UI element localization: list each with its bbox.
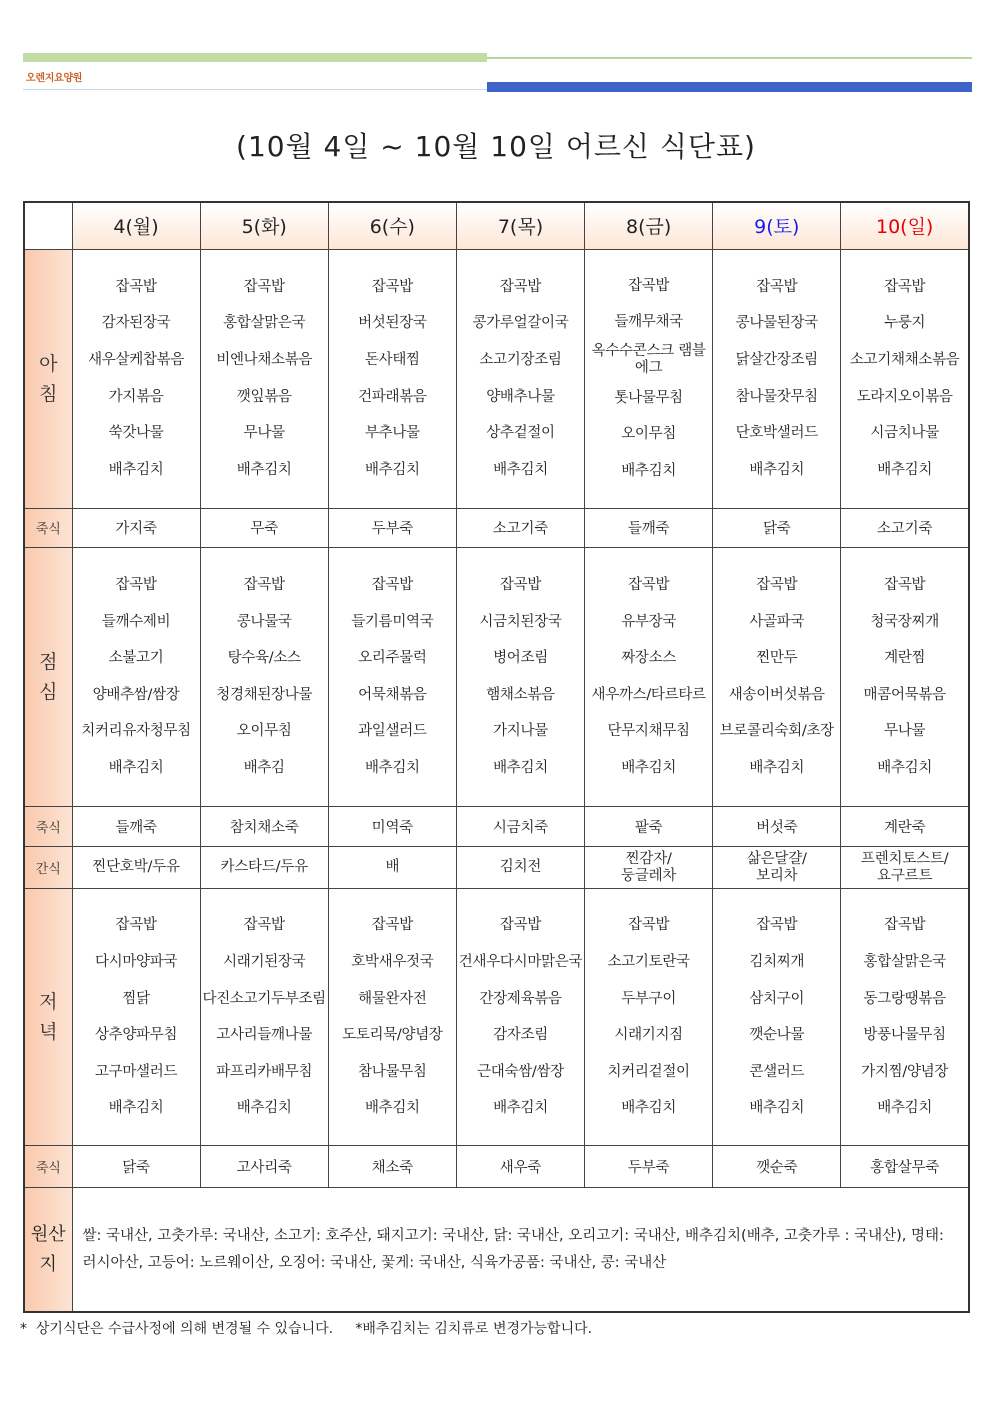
- day-header: [200, 202, 328, 249]
- menu-item: 건새우다시마맑은국: [458, 953, 583, 970]
- breakfast-porridge-row-cell: 두부죽: [328, 508, 456, 547]
- menu-item: 건파래볶음: [358, 388, 427, 405]
- menu-item: 도토리묵/양념장: [342, 1027, 443, 1044]
- menu-item: 호박새우젓국: [351, 953, 434, 970]
- origin-label: [24, 1188, 72, 1312]
- menu-item: 양배추나물: [486, 388, 555, 405]
- menu-item: 잡곡밥: [499, 917, 542, 934]
- lunch-row: [24, 547, 969, 806]
- day-label: 5(화): [241, 216, 287, 239]
- origin-text: 쌀: 국내산, 고춧가루: 국내산, 소고기: 호주산, 돼지고기: 국내산, 닭: 국내산, 오리고기: 국내산, 배추김치(배추, 고춧가루 : 국내산), 명태: 러시아산, 고등어: 노르웨이산, 오징어: 국내산, 꽃게: 국내산, 식육가공품: 국내산, 콩: 국내산: [72, 1188, 969, 1312]
- snack-row-cell: 삶은달걀/ 보리차: [713, 847, 841, 889]
- menu-item: 배추김치: [877, 461, 933, 478]
- breakfast-porridge-row-cell: 가지죽: [72, 508, 200, 547]
- menu-item: 상추양파무침: [94, 1027, 178, 1044]
- menu-item: 다진소고기두부조림: [202, 990, 326, 1007]
- dinner-porridge-row: [24, 1146, 969, 1188]
- org-name: 오렌지요양원: [26, 73, 83, 84]
- day-label: 9(토): [754, 216, 800, 239]
- lunch-porridge-row-label: 죽식: [24, 807, 72, 847]
- menu-table: [23, 201, 970, 1313]
- dinner-porridge-row-cell: 고사리죽: [200, 1146, 328, 1188]
- day-header: [713, 202, 841, 249]
- day-header: [585, 202, 713, 249]
- meal-label-char: 산: [48, 1223, 66, 1245]
- day-header-row: [24, 202, 969, 249]
- page-title: (10월 4일 ~ 10월 10일 어르신 식단표): [236, 130, 756, 163]
- breakfast-porridge-row-cell: 소고기죽: [456, 508, 584, 547]
- snack-row-cell: 김치전: [456, 847, 584, 889]
- meal-label-char: 지: [39, 1253, 57, 1275]
- menu-item: 잡곡밥: [243, 577, 285, 594]
- snack-row: [24, 847, 969, 889]
- menu-cell: [72, 547, 200, 806]
- menu-item: 배추김치: [877, 1100, 933, 1117]
- menu-item: 비엔나채소볶음: [216, 352, 313, 369]
- menu-item: 고구마샐러드: [94, 1063, 178, 1080]
- snack-row-label: 간식: [24, 847, 72, 889]
- snack-row-cell: 찐단호박/두유: [72, 847, 200, 889]
- dinner-porridge-row-cell: 새우죽: [456, 1146, 584, 1188]
- menu-item: 잡곡밥: [756, 278, 798, 295]
- header-decor-green-bar: [23, 53, 487, 62]
- snack-row-cell: 배: [328, 847, 456, 889]
- header-decor-thin-line: [23, 89, 487, 90]
- menu-item: 새우까스/타르타르: [591, 686, 706, 703]
- menu-item: 가지나물: [493, 723, 548, 740]
- menu-item: 치커리겉절이: [607, 1063, 690, 1080]
- day-label: 7(목): [497, 216, 544, 239]
- dinner-row: [24, 889, 969, 1146]
- dinner-porridge-row-cell: 두부죽: [585, 1146, 713, 1188]
- breakfast-porridge-row-cell: 무죽: [200, 508, 328, 547]
- menu-item: 버섯된장국: [358, 315, 427, 332]
- breakfast-row: [24, 249, 969, 508]
- menu-item: 청국장찌개: [870, 613, 939, 630]
- menu-item: 햄채소볶음: [486, 686, 555, 703]
- menu-item: 탕수육/소스: [227, 650, 301, 667]
- menu-cell: [328, 249, 456, 508]
- menu-item: 배추김치: [877, 760, 933, 777]
- menu-item: 유부장국: [621, 613, 677, 630]
- menu-item: 배추김치: [621, 462, 677, 479]
- menu-item: 사골파국: [749, 613, 805, 630]
- menu-item: 새송이버섯볶음: [728, 686, 825, 703]
- lunch-porridge-row-cell: 시금치죽: [456, 807, 584, 847]
- menu-item: 감자조림: [493, 1027, 548, 1044]
- menu-cell: [585, 249, 713, 508]
- menu-item: 콩나물된장국: [735, 315, 818, 332]
- breakfast-porridge-row-cell: 소고기죽: [841, 508, 969, 547]
- dinner-porridge-row-cell: 깻순죽: [713, 1146, 841, 1188]
- breakfast-porridge-row-label: 죽식: [24, 508, 72, 547]
- menu-item: 방풍나물무침: [863, 1027, 946, 1044]
- menu-item: 배추김치: [236, 461, 292, 478]
- lunch-porridge-row-cell: 계란죽: [841, 807, 969, 847]
- menu-item: 쑥갓나물: [108, 425, 164, 442]
- origin-row: [24, 1188, 969, 1312]
- menu-item: 시금치된장국: [479, 613, 562, 630]
- menu-item: 잡곡밥: [884, 278, 926, 295]
- meal-label-char: 점: [39, 650, 58, 673]
- menu-item: 잡곡밥: [499, 577, 542, 594]
- meal-label-char: 원: [30, 1223, 49, 1245]
- menu-item: 가지찜/양념장: [861, 1063, 949, 1080]
- menu-item: 배추김치: [364, 461, 420, 478]
- menu-item: 배추김치: [493, 1100, 548, 1117]
- menu-item: 콘샐러드: [749, 1063, 805, 1080]
- day-header: [72, 202, 200, 249]
- menu-item: 계란찜: [884, 650, 926, 667]
- menu-item: 짜장소스: [621, 650, 677, 667]
- menu-cell: [456, 547, 584, 806]
- menu-item: 오리주물럭: [358, 650, 427, 667]
- snack-row-cell: 카스타드/두유: [200, 847, 328, 889]
- menu-item: 깻잎볶음: [236, 388, 292, 405]
- lunch-porridge-row-cell: 들깨죽: [72, 807, 200, 847]
- breakfast-porridge-row: [24, 508, 969, 547]
- menu-item: 잡곡밥: [628, 277, 670, 294]
- menu-item: 무나물: [884, 723, 926, 740]
- menu-item: 옥수수콘스크 램블에그: [591, 343, 706, 377]
- meal-label-char: 아: [39, 352, 58, 375]
- menu-cell: [585, 889, 713, 1146]
- menu-item: 배추김치: [108, 760, 164, 777]
- menu-item: 들기름미역국: [351, 613, 434, 630]
- header-decor-blue-bar: [487, 82, 972, 92]
- menu-item: 소불고기: [108, 650, 164, 667]
- menu-item: 찜닭: [122, 990, 150, 1007]
- menu-item: 청경채된장나물: [216, 686, 313, 703]
- menu-item: 동그랑땡볶음: [863, 990, 946, 1007]
- menu-item: 감자된장국: [101, 315, 171, 332]
- menu-item: 근대숙쌈/쌈장: [477, 1063, 564, 1080]
- menu-item: 깻순나물: [749, 1027, 805, 1044]
- menu-item: 잡곡밥: [243, 917, 285, 934]
- menu-item: 매콤어묵볶음: [863, 686, 946, 703]
- menu-item: 잡곡밥: [499, 278, 542, 295]
- breakfast-porridge-row-cell: 닭죽: [713, 508, 841, 547]
- menu-item: 배추김치: [364, 760, 420, 777]
- day-header: [456, 202, 584, 249]
- header-decor-green-line: [487, 57, 972, 59]
- menu-item: 도라지오이볶음: [856, 388, 953, 405]
- menu-item: 고사리들깨나물: [216, 1027, 313, 1044]
- menu-item: 배추김: [243, 760, 285, 777]
- menu-item: 홍합살맑은국: [863, 953, 946, 970]
- menu-cell: [200, 547, 328, 806]
- menu-item: 시래기지짐: [614, 1027, 683, 1044]
- menu-item: 새우살케찹볶음: [88, 352, 185, 369]
- menu-item: 소고기장조림: [479, 352, 562, 369]
- menu-item: 잡곡밥: [371, 917, 413, 934]
- menu-item: 단호박샐러드: [735, 425, 818, 442]
- meal-label-char: 녁: [39, 1021, 58, 1044]
- menu-cell: [200, 889, 328, 1146]
- menu-item: 배추김치: [493, 461, 548, 478]
- meal-label-char: 저: [39, 991, 58, 1014]
- menu-item: 무나물: [243, 425, 285, 442]
- menu-item: 치커리유자청무침: [81, 723, 191, 740]
- menu-item: 참나물잣무침: [735, 388, 818, 405]
- menu-item: 톳나물무침: [614, 389, 683, 406]
- menu-item: 오이무침: [236, 723, 292, 740]
- dinner-porridge-row-cell: 홍합살무죽: [841, 1146, 969, 1188]
- menu-item: 들깨무채국: [614, 314, 683, 331]
- menu-item: 들깨수제비: [101, 613, 171, 630]
- menu-item: 배추김치: [749, 760, 805, 777]
- menu-cell: [456, 889, 584, 1146]
- menu-item: 어묵채볶음: [358, 686, 427, 703]
- menu-item: 단무지채무침: [607, 723, 690, 740]
- menu-item: 브로콜리숙회/초장: [719, 723, 834, 740]
- snack-row-cell: 프렌치토스트/ 요구르트: [841, 847, 969, 889]
- breakfast-porridge-row-cell: 들깨죽: [585, 508, 713, 547]
- snack-row-cell: 찐감자/ 둥글레차: [585, 847, 713, 889]
- menu-item: 잡곡밥: [243, 278, 285, 295]
- menu-cell: [72, 889, 200, 1146]
- menu-item: 김치찌개: [749, 953, 805, 970]
- menu-item: 배추김치: [364, 1100, 420, 1117]
- meal-label-char: 심: [39, 680, 58, 703]
- menu-item: 잡곡밥: [628, 577, 670, 594]
- lunch-porridge-row: [24, 807, 969, 847]
- menu-item: 닭살간장조림: [735, 352, 818, 369]
- menu-item: 오이무침: [621, 426, 677, 443]
- menu-item: 잡곡밥: [371, 577, 413, 594]
- menu-item: 배추김치: [749, 1100, 805, 1117]
- day-label: 4(월): [113, 216, 159, 239]
- menu-item: 잡곡밥: [628, 917, 670, 934]
- menu-item: 잡곡밥: [115, 278, 157, 295]
- menu-item: 잡곡밥: [115, 917, 157, 934]
- menu-cell: [713, 547, 841, 806]
- menu-cell: [841, 547, 969, 806]
- menu-cell: [456, 249, 584, 508]
- menu-cell: [200, 249, 328, 508]
- menu-item: 누룽지: [884, 315, 926, 332]
- day-header: [841, 202, 969, 249]
- menu-item: 돈사태찜: [364, 352, 420, 369]
- dinner-row-label: [24, 889, 72, 1146]
- lunch-row-label: [24, 547, 72, 806]
- meal-label-char: 침: [39, 382, 58, 405]
- menu-item: 소고기토란국: [607, 953, 690, 970]
- menu-item: 시래기된장국: [223, 953, 306, 970]
- menu-item: 배추김치: [493, 760, 548, 777]
- menu-item: 배추김치: [236, 1100, 292, 1117]
- day-label: 10(일): [875, 216, 934, 239]
- day-label: 8(금): [625, 216, 672, 239]
- menu-cell: [72, 249, 200, 508]
- menu-item: 두부구이: [621, 990, 677, 1007]
- menu-item: 해물완자전: [358, 990, 427, 1007]
- menu-cell: [585, 547, 713, 806]
- menu-item: 부추나물: [364, 425, 420, 442]
- day-header: [328, 202, 456, 249]
- menu-item: 잡곡밥: [756, 917, 798, 934]
- menu-item: 배추김치: [749, 461, 805, 478]
- lunch-porridge-row-cell: 팥죽: [585, 807, 713, 847]
- menu-cell: [713, 249, 841, 508]
- menu-item: 잡곡밥: [115, 577, 157, 594]
- menu-item: 시금치나물: [870, 425, 939, 442]
- menu-item: 배추김치: [621, 1100, 677, 1117]
- menu-item: 콩나물국: [236, 613, 292, 630]
- menu-item: 과일샐러드: [358, 723, 427, 740]
- day-label: 6(수): [369, 216, 415, 239]
- dinner-porridge-row-label: 죽식: [24, 1146, 72, 1188]
- menu-item: 간장제육볶음: [479, 990, 562, 1007]
- menu-cell: [841, 889, 969, 1146]
- lunch-porridge-row-cell: 참치채소죽: [200, 807, 328, 847]
- menu-item: 파프리카배무침: [216, 1063, 313, 1080]
- menu-item: 병어조림: [493, 650, 548, 667]
- dinner-porridge-row-cell: 채소죽: [328, 1146, 456, 1188]
- menu-item: 잡곡밥: [371, 278, 413, 295]
- menu-cell: [841, 249, 969, 508]
- menu-item: 잡곡밥: [756, 577, 798, 594]
- corner-cell: [24, 202, 72, 249]
- menu-item: 콩가루얼갈이국: [472, 315, 569, 332]
- menu-item: 배추김치: [108, 1100, 164, 1117]
- menu-item: 배추김치: [108, 461, 164, 478]
- menu-item: 삼치구이: [749, 990, 805, 1007]
- footer-note: * 상기식단은 수급사정에 의해 변경될 수 있습니다. *배추김치는 김치류로 변경가능합니다.: [20, 1321, 593, 1337]
- menu-item: 양배추쌈/쌈장: [92, 686, 180, 703]
- menu-item: 찐만두: [756, 650, 798, 667]
- menu-item: 잡곡밥: [884, 577, 926, 594]
- lunch-porridge-row-cell: 미역죽: [328, 807, 456, 847]
- menu-cell: [713, 889, 841, 1146]
- menu-item: 가지볶음: [108, 388, 164, 405]
- dinner-porridge-row-cell: 닭죽: [72, 1146, 200, 1188]
- menu-item: 상추겉절이: [486, 425, 555, 442]
- menu-item: 소고기채채소볶음: [849, 352, 960, 369]
- menu-item: 홍합살맑은국: [223, 315, 306, 332]
- menu-item: 잡곡밥: [884, 917, 926, 934]
- menu-item: 다시마양파국: [94, 953, 178, 970]
- menu-cell: [328, 547, 456, 806]
- menu-item: 배추김치: [621, 760, 677, 777]
- breakfast-row-label: [24, 249, 72, 508]
- menu-cell: [328, 889, 456, 1146]
- menu-item: 참나물무침: [358, 1063, 427, 1080]
- lunch-porridge-row-cell: 버섯죽: [713, 807, 841, 847]
